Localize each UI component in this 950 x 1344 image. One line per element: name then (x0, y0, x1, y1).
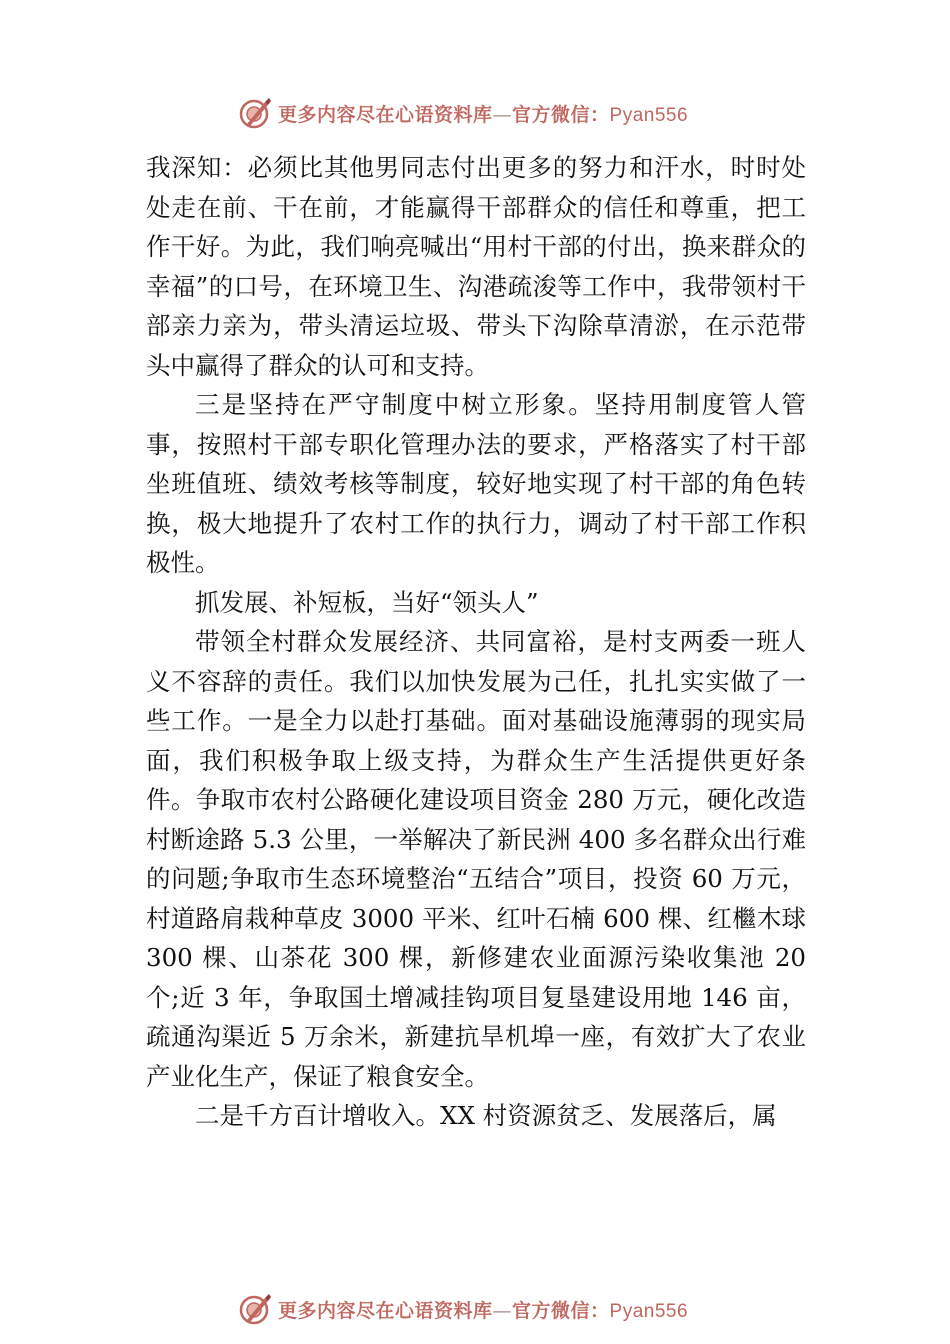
footer-site-name: 更多内容尽在心语资料库 (278, 1299, 493, 1322)
footer-wechat-id: Pyan556 (609, 1300, 689, 1322)
paragraph: 带领全村群众发展经济、共同富裕，是村支两委一班人义不容辞的责任。我们以加快发展为己任，扎扎实实做了一些工作。一是全力以赴打基础。面对基础设施薄弱的现实局面，我们积极争取上级支持，为群众生产生活提供更好条件。争取市农村公路硬化建设项目资金 280 万元，硬化改造村断途路 5.3 公里，一举解决了新民洲 400 多名群众出行难的问题;争取市生态环境整治“五结合”项目，投资 60 万元，村道路肩栽种草皮 3000 平米、红叶石楠 600 棵、红檵木球 300 棵、山茶花 300 棵，新修建农业面源污染收集池 20 个;近 3 年，争取国土增减挂钩项目复垦建设用地 146 亩，疏通沟渠近 5 万余米，新建抗旱机埠一座，有效扩大了农业产业化生产，保证了粮食安全。 (146, 627, 806, 1091)
header-wechat-id: Pyan556 (609, 104, 689, 126)
section-heading: 抓发展、补短板，当好“领头人” (195, 587, 539, 617)
document-body (146, 148, 806, 1136)
footer-separator: — (492, 1299, 513, 1322)
header-wechat-label: 官方微信： (512, 103, 610, 126)
header-watermark (238, 96, 758, 130)
header-text (278, 100, 688, 127)
paragraph: 三是坚持在严守制度中树立形象。坚持用制度管人管事，按照村干部专职化管理办法的要求，严格落实了村干部坐班值班、绩效考核等制度，较好地实现了村干部的角色转换，极大地提升了农村工作的执行力，调动了村干部工作积极性。 (146, 390, 806, 577)
paragraph: 我深知：必须比其他男同志付出更多的努力和汗水，时时处处走在前、干在前，才能赢得干部群众的信任和尊重，把工作干好。为此，我们响亮喊出“用村干部的付出，换来群众的幸福”的口号，在环境卫生、沟港疏浚等工作中，我带领村干部亲力亲为，带头清运垃圾、带头下沟除草清淤，在示范带头中赢得了群众的认可和支持。 (146, 153, 806, 380)
paragraph: 二是千方百计增收入。XX 村资源贫乏、发展落后，属 (195, 1101, 777, 1130)
header-separator: — (492, 103, 513, 126)
pen-seal-icon (238, 96, 272, 130)
footer-watermark (238, 1292, 758, 1326)
header-site-name: 更多内容尽在心语资料库 (278, 103, 493, 126)
footer-text (278, 1296, 688, 1323)
footer-wechat-label: 官方微信： (512, 1299, 610, 1322)
pen-seal-icon (238, 1292, 272, 1326)
